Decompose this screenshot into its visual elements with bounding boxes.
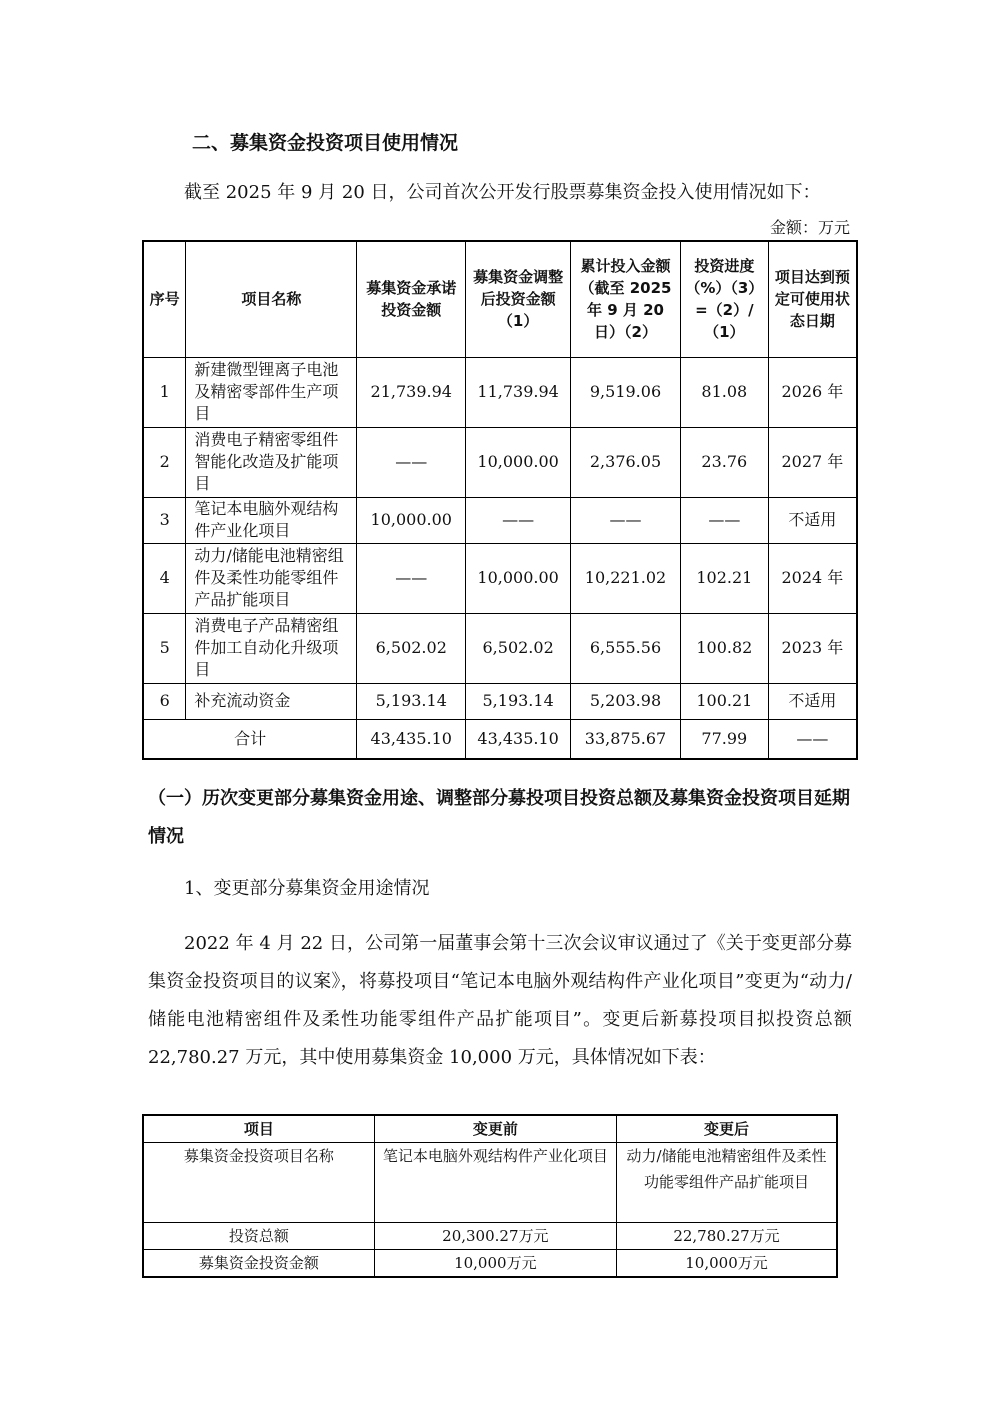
section-title: 二、募集资金投资项目使用情况 [192, 132, 459, 154]
table-row [143, 1143, 837, 1223]
table-cell: 23.76 [680, 427, 768, 497]
table-row [143, 1250, 837, 1278]
table-cell: 消费电子精密零组件智能化改造及扩能项目 [186, 427, 357, 497]
col-header: 项目名称 [186, 241, 357, 357]
table-header-row [143, 241, 857, 357]
table-cell: 5,193.14 [466, 683, 571, 719]
table-cell: 11,739.94 [466, 357, 571, 427]
unit-label: 金额：万元 [769, 218, 850, 237]
table-cell: 不适用 [768, 683, 857, 719]
table-cell: 笔记本电脑外观结构件产业化项目 [374, 1143, 616, 1223]
table-cell: 6,502.02 [357, 613, 466, 683]
table-cell: 补充流动资金 [186, 683, 357, 719]
col-header: 投资进度（%）（3）=（2）/（1） [680, 241, 768, 357]
table-cell: 10,000.00 [466, 427, 571, 497]
table-cell: 9,519.06 [571, 357, 681, 427]
table-cell: —— [768, 719, 857, 759]
table-row [143, 1223, 837, 1250]
table-header-row [143, 1115, 837, 1143]
col-header: 累计投入金额（截至 2025 年 9 月 20 日）（2） [571, 241, 681, 357]
table-cell: 10,221.02 [571, 543, 681, 613]
col-header: 变更后 [617, 1115, 837, 1143]
table-cell: 5,203.98 [571, 683, 681, 719]
col-header: 募集资金承诺投资金额 [357, 241, 466, 357]
intro-text: 截至 2025 年 9 月 20 日，公司首次公开发行股票募集资金投入使用情况如下： [184, 182, 821, 203]
fund-usage-table [142, 240, 858, 760]
table-cell: 10,000万元 [617, 1250, 837, 1278]
table-row [143, 613, 857, 683]
table-cell: 募集资金投资项目名称 [143, 1143, 374, 1223]
col-header: 变更前 [374, 1115, 616, 1143]
table-cell: 43,435.10 [357, 719, 466, 759]
table-cell: 合计 [143, 719, 357, 759]
table-row [143, 427, 857, 497]
table-cell: 20,300.27万元 [374, 1223, 616, 1250]
table-cell: 33,875.67 [571, 719, 681, 759]
table-cell: 投资总额 [143, 1223, 374, 1250]
table-cell: 消费电子产品精密组件加工自动化升级项目 [186, 613, 357, 683]
table-cell: 5,193.14 [357, 683, 466, 719]
change-paragraph: 2022 年 4 月 22 日，公司第一届董事会第十三次会议审议通过了《关于变更部分募集资金投资项目的议案》，将募投项目“笔记本电脑外观结构件产业化项目”变更为“动力/储能电池精密组件及柔性功能零组件产品扩能项目”。变更后新募投项目拟投资总额 22,780.27 万元，其中使用募集资金 10,000 万元，具体情况如下表： [148, 933, 852, 1068]
table-cell: 2023 年 [768, 613, 857, 683]
table-cell: 77.99 [680, 719, 768, 759]
table-cell: 6,502.02 [466, 613, 571, 683]
table-cell: 3 [143, 497, 186, 543]
col-header: 项目 [143, 1115, 374, 1143]
table-cell: 2026 年 [768, 357, 857, 427]
table-cell: 22,780.27万元 [617, 1223, 837, 1250]
table-cell: 笔记本电脑外观结构件产业化项目 [186, 497, 357, 543]
col-header: 项目达到预定可使用状态日期 [768, 241, 857, 357]
table-cell: 2 [143, 427, 186, 497]
table-cell: 10,000.00 [357, 497, 466, 543]
total-row [143, 719, 857, 759]
table-cell: 2027 年 [768, 427, 857, 497]
item1-title: 1、变更部分募集资金用途情况 [184, 878, 430, 899]
subsection-title: （一）历次变更部分募集资金用途、调整部分募投项目投资总额及募集资金投资项目延期情况 [148, 788, 850, 847]
table-cell: 6 [143, 683, 186, 719]
table-cell: 6,555.56 [571, 613, 681, 683]
table-cell: 募集资金投资金额 [143, 1250, 374, 1278]
table-cell: 动力/储能电池精密组件及柔性功能零组件产品扩能项目 [617, 1143, 837, 1223]
table-cell: 动力/储能电池精密组件及柔性功能零组件产品扩能项目 [186, 543, 357, 613]
table-cell: 新建微型锂离子电池及精密零部件生产项目 [186, 357, 357, 427]
table-cell: —— [680, 497, 768, 543]
table-cell: 10,000.00 [466, 543, 571, 613]
table-row [143, 543, 857, 613]
table-cell: 4 [143, 543, 186, 613]
table-cell: —— [357, 427, 466, 497]
table-row [143, 357, 857, 427]
table-cell: 10,000万元 [374, 1250, 616, 1278]
table-cell: 2,376.05 [571, 427, 681, 497]
table-cell: —— [466, 497, 571, 543]
table-cell: —— [571, 497, 681, 543]
table-cell: 1 [143, 357, 186, 427]
col-header: 募集资金调整后投资金额（1） [466, 241, 571, 357]
table-cell: 81.08 [680, 357, 768, 427]
table-cell: 43,435.10 [466, 719, 571, 759]
table-row [143, 683, 857, 719]
table-row [143, 497, 857, 543]
col-header: 序号 [143, 241, 186, 357]
table-cell: 100.21 [680, 683, 768, 719]
table-cell: 100.82 [680, 613, 768, 683]
table-cell: 2024 年 [768, 543, 857, 613]
table-cell: 102.21 [680, 543, 768, 613]
table-cell: 21,739.94 [357, 357, 466, 427]
table-cell: —— [357, 543, 466, 613]
change-table [142, 1114, 838, 1278]
table-cell: 不适用 [768, 497, 857, 543]
table-cell: 5 [143, 613, 186, 683]
